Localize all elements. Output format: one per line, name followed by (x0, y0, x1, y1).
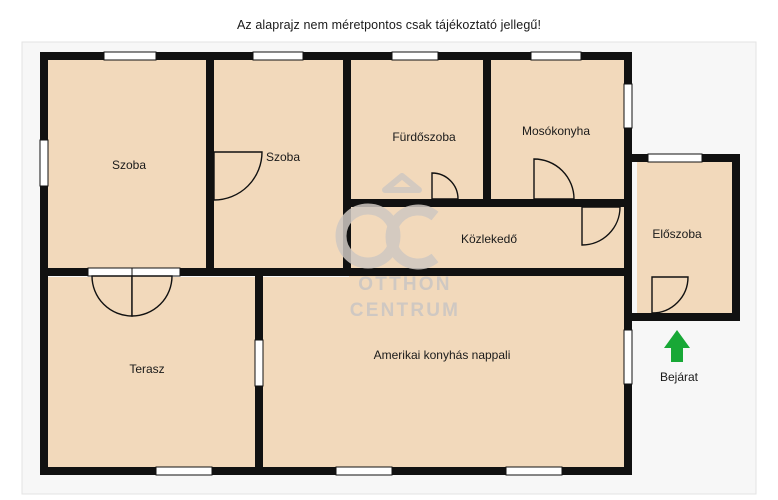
room-label-furdoszoba: Fürdőszoba (392, 130, 456, 144)
watermark-line-1: OTTHON (358, 274, 452, 295)
window-top-1 (104, 52, 156, 60)
window-right-2 (624, 330, 632, 384)
window-left-1 (40, 140, 48, 186)
window-annex-top (648, 154, 702, 162)
window-top-3 (392, 52, 438, 60)
window-interior-1 (255, 340, 263, 386)
wall-interior-v1 (206, 52, 214, 272)
watermark-line-2: CENTRUM (349, 300, 461, 321)
wall-interior-v3 (483, 52, 491, 205)
wall-interior-h1 (343, 199, 632, 207)
room-label-szoba-2: Szoba (265, 150, 301, 164)
room-label-szoba-1: Szoba (111, 158, 147, 172)
room-fill-nappali (261, 277, 626, 473)
window-bottom-2 (336, 467, 392, 475)
wall-left (40, 52, 48, 475)
window-bottom-1 (156, 467, 212, 475)
window-bottom-3 (506, 467, 562, 475)
wall-stub-right (624, 160, 632, 200)
wall-interior-h2 (40, 268, 351, 276)
window-terasz-1 (88, 268, 132, 276)
window-right-1 (624, 84, 632, 128)
entrance-label: Bejárat (659, 370, 699, 384)
room-label-nappali: Amerikai konyhás nappali (373, 348, 511, 362)
window-top-4 (531, 52, 581, 60)
room-label-mosokonyha: Mosókonyha (521, 124, 591, 138)
window-terasz-2 (132, 268, 180, 276)
room-label-eloszoba: Előszoba (652, 227, 702, 241)
page-title: Az alaprajz nem méretpontos csak tájékoztató jellegű! (236, 18, 542, 32)
room-label-terasz: Terasz (129, 362, 165, 376)
wall-annex-right (732, 154, 740, 321)
wall-interior-h3 (351, 268, 632, 276)
wall-annex-bottom (632, 313, 740, 321)
room-label-kozlekedo: Közlekedő (460, 232, 518, 246)
window-top-2 (253, 52, 303, 60)
